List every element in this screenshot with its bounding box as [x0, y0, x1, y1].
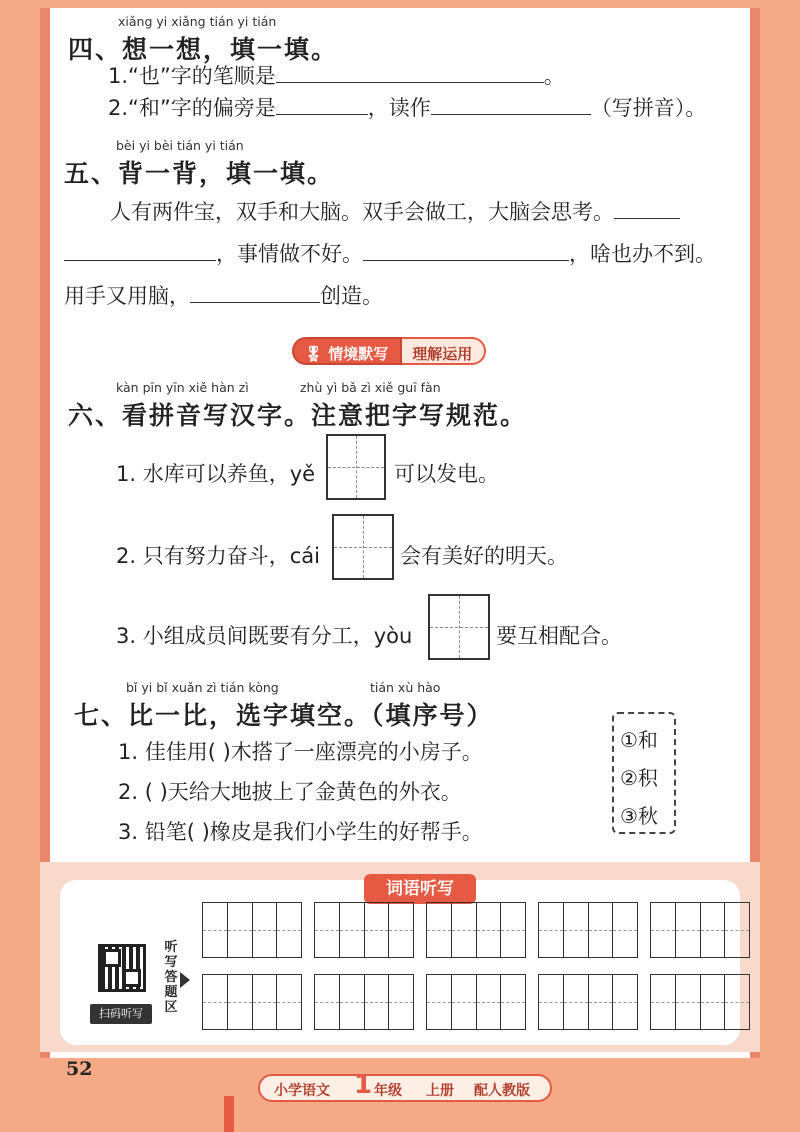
s4-title: 四、想一想，填一填。	[68, 35, 339, 64]
grade-number: 1	[354, 1070, 373, 1100]
dictation-inner	[60, 880, 740, 1045]
s5-blank-1b[interactable]	[64, 239, 216, 261]
dictation-grid[interactable]	[426, 902, 526, 958]
s7-question-3[interactable]: 3. 铅笔( )橡皮是我们小学生的好帮手。	[118, 820, 483, 844]
s7-question-1[interactable]: 1. 佳佳用( )木搭了一座漂亮的小房子。	[118, 740, 483, 764]
s4-q2-end: （写拼音）。	[590, 96, 707, 120]
banner-left-text: 情境默写	[328, 345, 389, 363]
s7-choice-box	[612, 712, 676, 834]
s5-line-2a: ，事情做不好。	[216, 242, 363, 266]
arrow-right-icon	[180, 972, 190, 988]
s5-line-2b: ，啥也办不到。	[569, 242, 716, 266]
s7-pinyin-2: tián xù hào	[370, 680, 441, 695]
s4-pinyin: xiǎng yi xiǎng tián yi tián	[118, 14, 277, 29]
s4-q2-blank-pinyin[interactable]	[431, 93, 591, 115]
dictation-grid[interactable]	[538, 974, 638, 1030]
dictation-grid[interactable]	[650, 974, 750, 1030]
s6-q3-post: 要互相配合。	[496, 624, 622, 648]
dictation-grid[interactable]	[426, 974, 526, 1030]
s7-title: 七、比一比，选字填空。（填序号）	[74, 701, 494, 730]
s6-q2-post: 会有美好的明天。	[400, 544, 568, 568]
s5-blank-2[interactable]	[363, 239, 569, 261]
dictation-grid[interactable]	[314, 902, 414, 958]
s6-q3-pre: 3. 小组成员间既要有分工，yòu	[116, 624, 413, 648]
s5-line-3a: 用手又用脑，	[64, 284, 190, 308]
s6-q2-tianzige[interactable]	[332, 514, 394, 580]
s7-pinyin-1: bǐ yi bǐ xuǎn zì tián kòng	[126, 680, 279, 695]
s4-q1-end: 。	[543, 64, 565, 88]
s4-q2-mid: ，读作	[367, 96, 431, 120]
page-number: 52	[66, 1058, 93, 1080]
choice-1: ①和	[620, 728, 658, 752]
dictation-grid[interactable]	[202, 902, 302, 958]
choice-3: ③秋	[620, 804, 658, 828]
s6-pinyin-2: zhù yì bǎ zì xiě guī fàn	[300, 380, 441, 395]
s6-q3-tianzige[interactable]	[428, 594, 490, 660]
s7-question-2[interactable]: 2. ( )天给大地披上了金黄色的外衣。	[118, 780, 462, 804]
s4-question-2	[108, 92, 706, 122]
book-info-bar	[258, 1070, 552, 1102]
s5-line-3b: 创造。	[320, 284, 383, 308]
s6-q2-pre: 2. 只有努力奋斗，cái	[116, 544, 320, 568]
s4-q2-text: 2.“和”字的偏旁是	[108, 96, 276, 120]
s5-title: 五、背一背，填一填。	[64, 159, 335, 188]
subject: 小学语文	[274, 1083, 330, 1099]
qr-label: 扫码听写	[90, 1004, 152, 1024]
answer-area-label: 听写答题区	[164, 940, 178, 1015]
dictation-grid[interactable]	[650, 902, 750, 958]
s4-q1-text: 1.“也”字的笔顺是	[108, 64, 276, 88]
dictation-grid[interactable]	[538, 902, 638, 958]
section-banner	[292, 337, 486, 365]
banner-right: 理解运用	[402, 337, 486, 365]
choice-2: ②积	[620, 766, 658, 790]
dictation-grid[interactable]	[314, 974, 414, 1030]
s6-title: 六、看拼音写汉字。注意把字写规范。	[68, 401, 528, 430]
dictation-panel	[40, 862, 760, 1052]
s6-q1-tianzige[interactable]	[326, 434, 386, 500]
medal-icon: 🎖	[304, 345, 324, 363]
s5-line-1	[110, 196, 680, 226]
s6-pinyin-1: kàn pīn yīn xiě hàn zì	[116, 380, 249, 395]
s6-q1-post: 可以发电。	[394, 462, 499, 486]
s5-line-2	[64, 238, 716, 268]
s5-line-3	[64, 280, 383, 310]
grade-label: 年级	[374, 1083, 402, 1099]
s4-q2-blank-radical[interactable]	[276, 93, 368, 115]
edition: 配人教版	[474, 1083, 530, 1099]
s4-q1-blank[interactable]	[276, 61, 544, 83]
bookmark-ribbon	[224, 1096, 234, 1132]
s5-line-1-text: 人有两件宝，双手和大脑。双手会做工，大脑会思考。	[110, 200, 614, 224]
s6-q1-pre: 1. 水库可以养鱼，yě	[116, 462, 316, 486]
s4-question-1	[108, 60, 565, 90]
s5-blank-1a[interactable]	[614, 197, 680, 219]
dictation-grid[interactable]	[202, 974, 302, 1030]
term: 上册	[426, 1083, 454, 1099]
s5-pinyin: bèi yi bèi tián yi tián	[116, 138, 244, 153]
banner-left	[292, 337, 402, 365]
qr-code-icon[interactable]	[98, 944, 146, 992]
s5-blank-3[interactable]	[190, 281, 320, 303]
dictation-title: 词语听写	[364, 874, 476, 904]
